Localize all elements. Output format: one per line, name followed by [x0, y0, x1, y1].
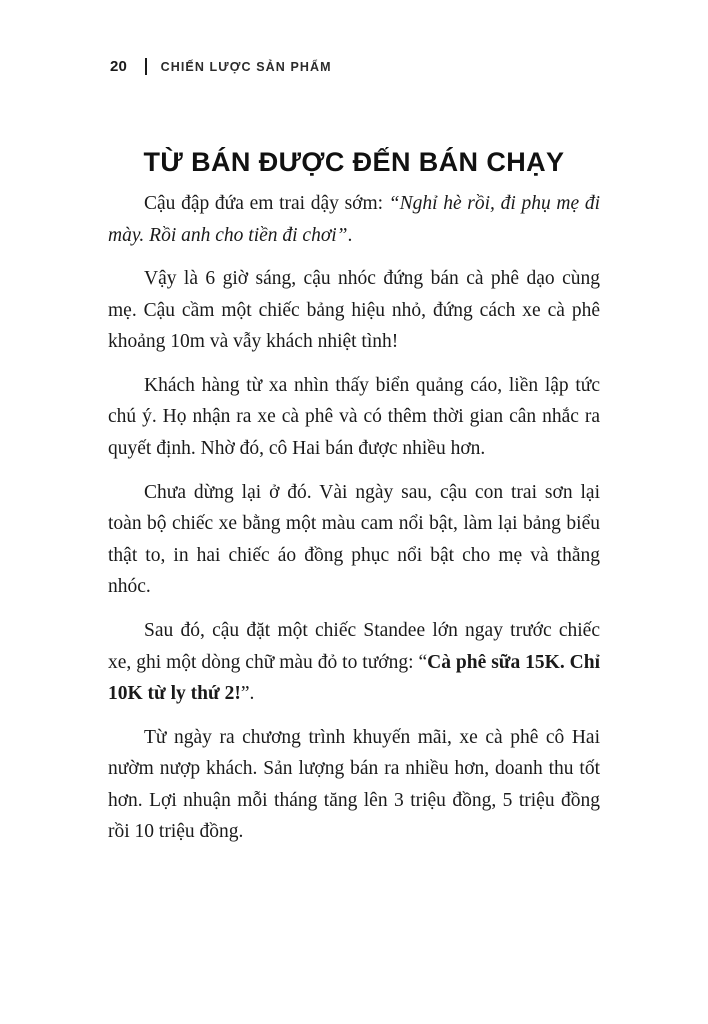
body-paragraph [108, 188, 600, 251]
running-head [110, 58, 332, 75]
text-run: Khách hàng từ xa nhìn thấy biển quảng cáo, liền lập tức chú ý. Họ nhận ra xe cà phê và có thêm thời gian cân nhắc ra quyết định. Nhờ đó, cô Hai bán được nhiều hơn. [108, 374, 600, 460]
body-paragraph [108, 263, 600, 358]
running-head-title: CHIẾN LƯỢC SẢN PHẨM [160, 59, 332, 74]
page-number: 20 [110, 58, 128, 75]
body-paragraph [108, 477, 600, 603]
body-paragraph [108, 370, 600, 465]
text-run: Cậu đập đứa em trai dậy sớm: [144, 193, 389, 214]
text-run: “Nghỉ hè rồi, đi phụ mẹ đi mày. Rồi anh cho tiền đi chơi” [108, 193, 600, 246]
text-run: . [347, 224, 353, 246]
body-text [108, 188, 600, 854]
text-run: Vậy là 6 giờ sáng, cậu nhóc đứng bán cà phê dạo cùng mẹ. Cậu cầm một chiếc bảng hiệu nhỏ, đứng cách xe cà phê khoảng 10m và vẫy khách nhiệt tình! [108, 268, 600, 353]
chapter-title: TỪ BÁN ĐƯỢC ĐẾN BÁN CHẠY [143, 147, 565, 178]
body-paragraph [108, 722, 600, 848]
text-run: Từ ngày ra chương trình khuyến mãi, xe cà phê cô Hai nườm nượp khách. Sản lượng bán ra nhiều hơn, doanh thu tốt hơn. Lợi nhuận mỗi tháng tăng lên 3 triệu đồng, 5 triệu đồng rồi 10 triệu đồng. [108, 726, 600, 843]
text-run: Chưa dừng lại ở đó. Vài ngày sau, cậu con trai sơn lại toàn bộ chiếc xe bằng một màu cam nổi bật, làm lại bảng biểu thật to, in hai chiếc áo đồng phục nổi bật cho mẹ và thằng nhóc. [108, 481, 600, 598]
text-run: Sau đó, cậu đặt một chiếc Standee lớn ngay trước chiếc xe, ghi một dòng chữ màu đỏ to tướng: “ [108, 619, 600, 673]
text-run: ”. [240, 683, 255, 705]
running-head-divider [145, 58, 147, 75]
body-paragraph [108, 615, 600, 710]
text-run: Cà phê sữa 15K. Chỉ 10K từ ly thứ 2! [108, 651, 601, 705]
